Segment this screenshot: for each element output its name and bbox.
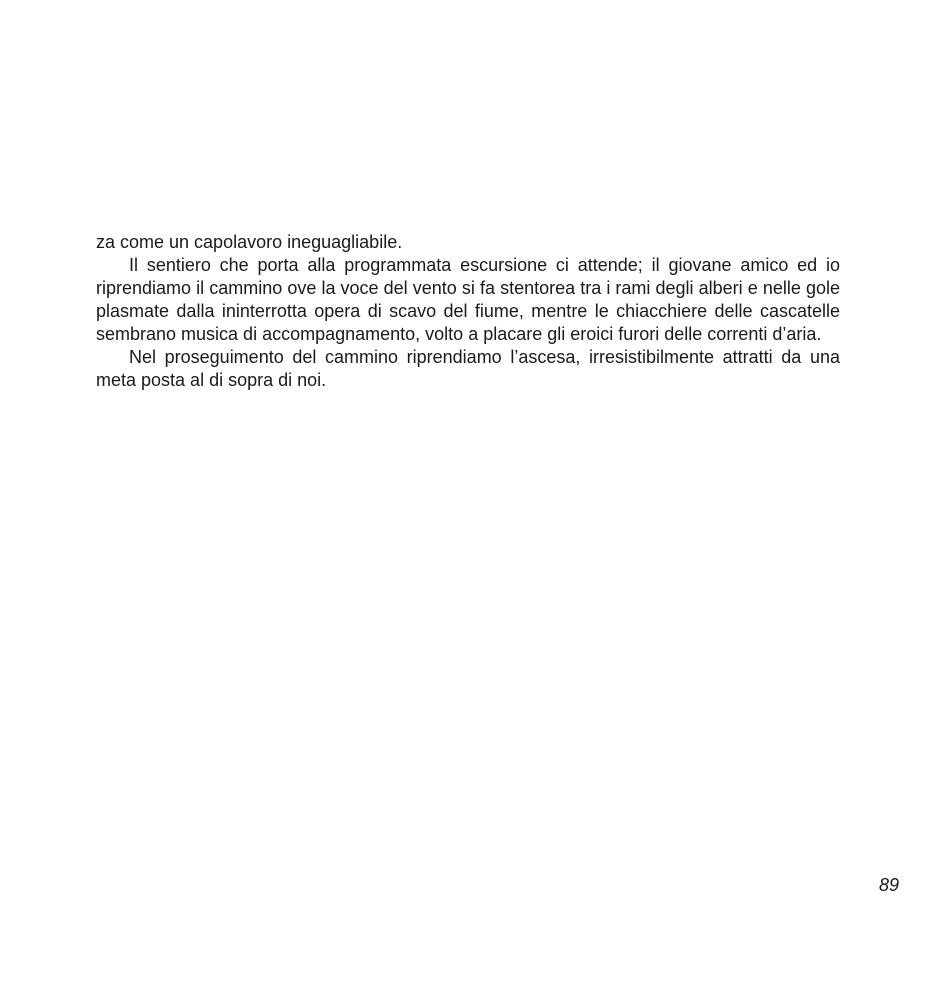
- paragraph: Nel proseguimento del cammino riprendiamo l’ascesa, irresistibilmente attratti da una meta posta al di sopra di noi.: [96, 347, 840, 390]
- paragraph-continuation: za come un capolavoro ineguagliabile.: [96, 232, 403, 252]
- page-number: 89: [878, 875, 899, 895]
- body-text: [96, 231, 840, 392]
- paragraph: Il sentiero che porta alla programmata escursione ci attende; il giovane amico ed io riprendiamo il cammino ove la voce del vento si fa stentorea tra i rami degli alberi e nelle gole plasmate dalla ininterrotta opera di scavo del fiume, mentre le chiacchiere delle cascatelle sembrano musica di accompagnamento, volto a placare gli eroici furori delle correnti d’aria.: [96, 255, 840, 344]
